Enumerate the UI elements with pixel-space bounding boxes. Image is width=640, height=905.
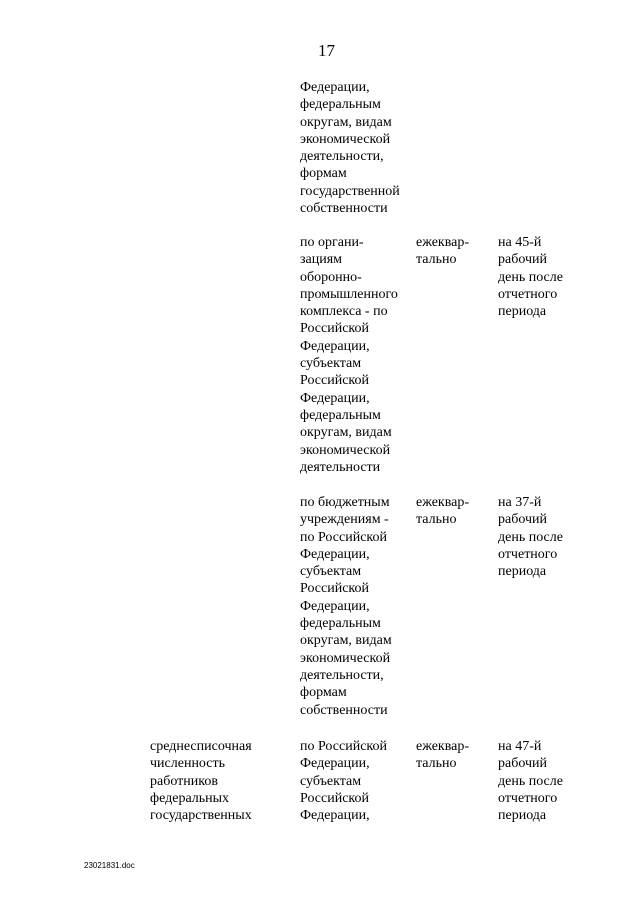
- text-line: ежеквар-: [416, 235, 470, 250]
- text-line: Российской: [300, 581, 369, 597]
- text-line: Федерации,: [300, 808, 370, 824]
- text-line: по органи-: [300, 235, 364, 250]
- text-line: формам: [300, 166, 347, 182]
- text-line: Российской: [300, 790, 369, 806]
- text-line: оборонно-: [300, 269, 362, 285]
- text-line: государственной: [300, 183, 400, 199]
- text-line: федеральным: [300, 97, 381, 113]
- text-line: на 47-й: [498, 739, 542, 754]
- block-3-deadline: [498, 738, 563, 824]
- text-line: зациям: [300, 252, 343, 268]
- text-line: периода: [498, 564, 547, 580]
- text-line: на 45-й: [498, 235, 542, 250]
- text-line: федеральных: [150, 790, 230, 806]
- text-line: периода: [498, 808, 547, 824]
- block-1-breakdown: [300, 234, 398, 476]
- block-3-indicator: [150, 738, 252, 824]
- text-line: рабочий: [498, 512, 547, 528]
- text-line: рабочий: [498, 252, 547, 268]
- text-line: округам, видам: [300, 114, 392, 130]
- text-line: федеральным: [300, 407, 381, 423]
- text-line: Федерации,: [300, 390, 370, 406]
- text-line: тально: [416, 252, 457, 268]
- block-1-deadline: [498, 234, 563, 320]
- text-line: Федерации,: [300, 338, 370, 354]
- text-line: деятельности,: [300, 667, 384, 683]
- text-line: деятельности: [300, 459, 381, 475]
- text-line: отчетного: [498, 546, 558, 562]
- text-line: день после: [498, 773, 563, 789]
- page-number: 17: [318, 41, 335, 60]
- block-2-deadline: [498, 494, 563, 580]
- text-line: округам, видам: [300, 425, 392, 441]
- text-line: ежеквар-: [416, 739, 470, 754]
- text-line: формам: [300, 685, 347, 701]
- text-line: численность: [150, 756, 225, 772]
- text-line: округам, видам: [300, 633, 392, 649]
- text-line: собственности: [300, 201, 388, 217]
- block-2-breakdown: [300, 494, 392, 719]
- text-line: государственных: [150, 808, 252, 824]
- text-line: экономической: [300, 442, 391, 458]
- text-line: Федерации,: [300, 756, 370, 772]
- text-line: периода: [498, 304, 547, 320]
- block-1-periodicity: [416, 234, 469, 269]
- block-0-breakdown: [300, 79, 400, 217]
- document-filename: 23021831.doc: [84, 861, 135, 870]
- text-line: субъектам: [300, 564, 362, 580]
- text-line: промышленного: [300, 286, 398, 302]
- text-line: по Российской: [300, 739, 387, 754]
- text-line: учреждениям -: [300, 512, 389, 528]
- text-line: Российской: [300, 373, 369, 389]
- text-line: работников: [150, 773, 218, 789]
- text-line: среднесписочная: [150, 739, 252, 754]
- block-2-periodicity: [416, 494, 469, 529]
- text-line: Федерации,: [300, 598, 370, 614]
- text-line: тально: [416, 756, 457, 772]
- text-line: субъектам: [300, 356, 362, 372]
- text-line: на 37-й: [498, 495, 542, 510]
- text-line: субъектам: [300, 773, 362, 789]
- text-line: Российской: [300, 321, 369, 337]
- text-line: деятельности,: [300, 149, 384, 165]
- text-line: отчетного: [498, 790, 558, 806]
- text-line: по бюджетным: [300, 495, 390, 510]
- text-line: комплекса - по: [300, 304, 388, 320]
- block-3-periodicity: [416, 738, 469, 773]
- text-line: по Российской: [300, 529, 387, 545]
- text-line: федеральным: [300, 616, 381, 632]
- text-line: день после: [498, 529, 563, 545]
- text-line: Федерации,: [300, 80, 370, 95]
- text-line: экономической: [300, 650, 391, 666]
- block-3-breakdown: [300, 738, 387, 824]
- text-line: рабочий: [498, 756, 547, 772]
- text-line: день после: [498, 269, 563, 285]
- text-line: ежеквар-: [416, 495, 470, 510]
- text-line: отчетного: [498, 286, 558, 302]
- text-line: экономической: [300, 131, 391, 147]
- text-line: собственности: [300, 702, 388, 718]
- text-line: Федерации,: [300, 546, 370, 562]
- text-line: тально: [416, 512, 457, 528]
